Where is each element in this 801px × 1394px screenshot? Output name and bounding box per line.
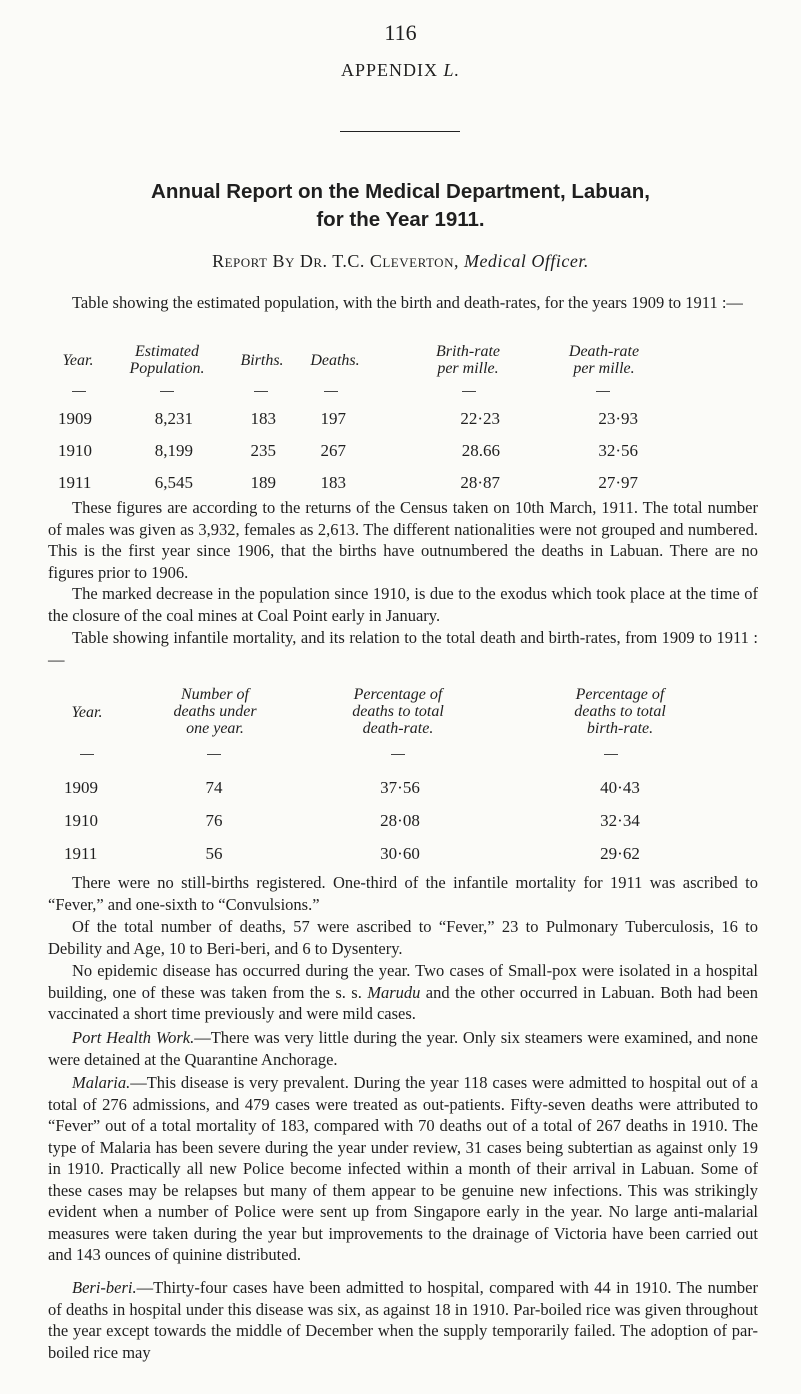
report-title-line2: for the Year 1911. [316,208,485,231]
port-health-paragraph: Port Health Work.—There was very little during the year. Only six steamers were examined, and none were detained at the Quarantine Anchorage. [48,1028,758,1069]
ship-name: Marudu [367,982,421,1002]
t1-header-year: Year. [62,352,94,369]
decrease-paragraph: The marked decrease in the population since 1910, is due to the exodus which took place at the time of the closure of the coal mines at Coal Point early in January. [48,584,758,625]
t2-header-year: Year. [71,704,103,721]
t2-dash [391,754,405,755]
deaths-paragraph: Of the total number of deaths, 57 were ascribed to “Fever,” 23 to Pulmonary Tuberculosis, 16 to Debility and Age, 10 to Beri-beri, and 6 to Dysentery. [48,917,758,958]
report-author-role: Medical Officer. [463,251,589,271]
document-page: 116 APPENDIX L. Annual Report on the Medical Department, Labuan, for the Year 1911. Report By Dr. T.C. Cleverton, Medical Officer. Table showing the estimated population, with the birth and death-rates, for the years 1909 to 1911 :— Year. Estimated Population. Births. Deaths. Brith-rate per mille. Death-rate per mille. 1909 8,231 183 197 22·23 23·93 1910 8,199 235 267 28.66 32·56 1911 6,545 189 183 28·87 27·97 These figures are according to the returns of the Census taken on 10th March, 1911. The total number of males was given as 3,932, females as 2,613. The different nationalities were not grouped and numbered. This is the first year since 1906, that the births have outnumbered the deaths in Labuan. There are no figures prior to 1906. The marked decrease in the population since 1910, is due to the exodus which took place at the time of the closure of the coal mines at Coal Point early in January. Table showing infantile mortality, and its relation to the total death and birth-rates, from 1909 to 1911 :— Year. Number of deaths under one year. Percentage of deaths to total death-rate. Percentage of deaths to total birth-rate. 1909 74 37·56 40·43 1910 76 28·08 32·34 1911 56 30·60 29·62 There were no still-births registered. One-third of the infantile mortality for 1911 was ascribed to “Fever,” and one-sixth to “Convulsions.” Of the total number of deaths, 57 were ascribed to “Fever,” 23 to Pulmonary Tuberculosis, 16 to Debility and Age, 10 to Beri-beri, and 6 to Dysentery. No epidemic disease has occurred during the year. Two cases of Small-pox were isolated in a hospital building, one of these was taken from the s. s. Marudu and the other occurred in Labuan. Both had been vaccinated a short time previously and were mild cases. Port Health Work.—There was very little during the year. Only six steamers were examined, and none were detained at the Quarantine Anchorage. Malaria.—This disease is very prevalent. During the year 118 cases were admitted to hospital out of a total of 276 admissions, and 479 cases were treated as out-patients. Fifty-seven deaths were attributed to “Fever” out of a total mortality of 183, compared with 70 deaths out of a total of 267 deaths in 1910. The type of Malaria has been severe during the year under review, 31 cases being subtertian as against only 19 in 1910. Practically all new Police become infected within a month of their arrival in Labuan. Some of these cases may be relapses but many of them appear to be genuine new infections. This was strikingly evident when a number of Police were sent up from Singapore early in the year. No large anti-malarial measures were taken during the year but improvements to the drainage of Victoria have been carried out and 143 ounces of quinine distributed. Beri-beri.—Thirty-four cases have been admitted to hospital, compared with 44 in 1910. The number of deaths in hospital under this disease was six, as against 18 in 1910. Par-boiled rice was given throughout the year except towards the middle of December when the supply temporarily failed. The adoption of par-boiled rice may [0,0,801,1394]
t2-dash [80,754,94,755]
report-title-line1: Annual Report on the Medical Department, Labuan, [151,180,650,203]
t2-header-pct-death: Percentage of deaths to total death-rate. [352,686,444,737]
appendix-label: APPENDIX [340,60,438,80]
t2-header-pct-birth: Percentage of deaths to total birth-rate. [574,686,666,737]
t1-dash [160,391,174,392]
t2-header-number: Number of deaths under one year. [173,686,257,737]
malaria-paragraph: Malaria.—This disease is very prevalent. During the year 118 cases were admitted to hospital out of a total of 276 admissions, and 479 cases were treated as out-patients. Fifty-seven deaths were attributed to “Fever” out of a total mortality of 183, compared with 70 deaths out of a total of 267 deaths in 1910. The type of Malaria has been severe during the year under review, 31 cases being subtertian as against only 19 in 1910. Practically all new Police become infected within a month of their arrival in Labuan. Some of these cases may be relapses but many of them appear to be genuine new infections. This was strikingly evident when a number of Police were sent up from Singapore early in the year. No large anti-malarial measures were taken during the year but improvements to the drainage of Victoria have been carried out and 143 ounces of quinine distributed. [48,1073,758,1264]
census-paragraph: These figures are according to the returns of the Census taken on 10th March, 1911. The total number of males was given as 3,932, females as 2,613. The different nationalities were not grouped and numbered. This is the first year since 1906, that the births have outnumbered the deaths in Labuan. There are no figures prior to 1906. [48,498,758,582]
malaria-heading: Malaria. [72,1073,131,1092]
table1-intro: Table showing the estimated population, with the birth and death-rates, for the years 1909 to 1911 :— [72,293,743,312]
report-byline [0,251,801,272]
beriberi-heading: Beri-beri. [72,1278,137,1297]
appendix-heading [0,60,801,81]
page-number: 116 [384,20,417,45]
t2-dash [604,754,618,755]
stillbirths-paragraph: There were no still-births registered. One-third of the infantile mortality for 1911 was ascribed to “Fever,” and one-sixth to “Convulsions.” [48,873,758,914]
report-author: Report By Dr. T.C. Cleverton, [212,251,459,271]
report-title [0,178,801,234]
divider-rule [340,131,460,132]
t1-dash [254,391,268,392]
t1-header-birth-rate: Brith-rate per mille. [436,343,500,377]
table2-intro: Table showing infantile mortality, and its relation to the total death and birth-rates, from 1909 to 1911 :— [48,628,758,669]
epidemic-paragraph: No epidemic disease has occurred during the year. Two cases of Small-pox were isolated in a hospital building, one of these was taken from the s. s. Marudu and the other occurred in Labuan. Both had been vaccinated a short time previously and were mild cases. [48,961,758,1023]
t1-header-births: Births. [240,352,284,369]
t1-header-death-rate: Death-rate per mille. [568,343,640,377]
t1-dash [596,391,610,392]
t1-header-deaths: Deaths. [310,352,360,369]
t1-dash [324,391,338,392]
appendix-letter: L. [443,60,461,80]
t1-dash [72,391,86,392]
port-health-heading: Port Health Work. [72,1028,195,1047]
beriberi-paragraph: Beri-beri.—Thirty-four cases have been admitted to hospital, compared with 44 in 1910. The number of deaths in hospital under this disease was six, as against 18 in 1910. Par-boiled rice was given throughout the year except towards the middle of December when the supply temporarily failed. The adoption of par-boiled rice may [48,1278,758,1362]
t1-dash [462,391,476,392]
t1-header-population: Estimated Population. [129,343,205,377]
t2-dash [207,754,221,755]
